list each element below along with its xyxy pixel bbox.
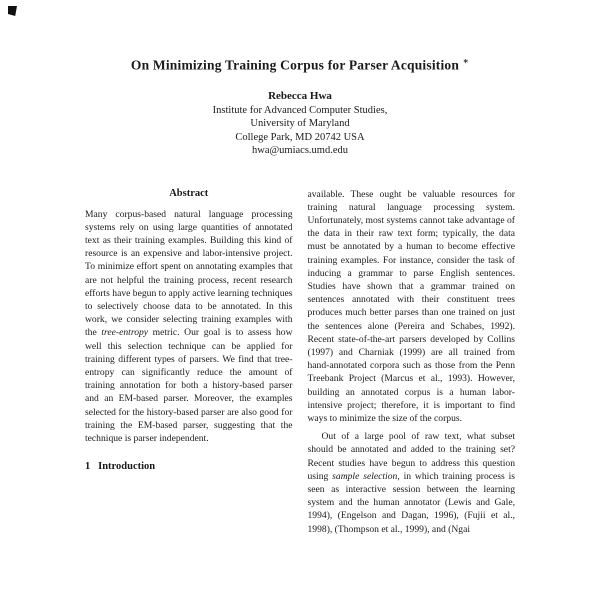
paper-title — [0, 56, 600, 74]
affiliation-line-email: hwa@umiacs.umd.edu — [252, 145, 348, 156]
paper-title-text: On Minimizing Training Corpus for Parser Acquisition — [130, 57, 460, 73]
intro-paragraph-2 — [308, 430, 516, 536]
affiliation-line-university: University of Maryland — [250, 118, 350, 129]
intro-paragraph-1: available. These ought be valuable resources for training natural language processing system. Unfortunately, most systems cannot take advantage of the data in their raw text form; typically, the data must be annotated by a human to become effective training examples. For instance, consider the task of inducing a grammar to parse English sentences. Studies have shown that a grammar trained on sentences annotated with their constituent trees produces much better parses than one trained on just the sentences alone (Pereira and Schabes, 1992). Recent state-of-the-art parsers developed by Collins (1997) and Charniak (1999) are all trained from hand-annotated corpora such as those from the Penn Treebank Project (Marcus et al., 1993). However, building an annotated corpus is a human labor-intensive project; therefore, it is important to find ways to minimize the size of the corpus. — [307, 188, 515, 424]
abstract-paragraph — [85, 208, 293, 446]
right-column — [308, 188, 516, 536]
intro-para2-before: Out of a large pool of raw text, what subset should be annotated and added to the training set? Recent studies have begun to address this question using — [307, 431, 515, 482]
abstract-heading: Abstract — [169, 187, 209, 199]
left-column — [85, 188, 293, 536]
affiliation-block — [0, 104, 600, 158]
title-block — [0, 0, 600, 158]
abstract-text-before: Many corpus-based natural language processing systems rely on using large quantities of annotated text as their training examples. Building this kind of resource is an expensive and labor-intensive project. To minimize effort spent on annotating examples that are not helpful the training process, recent research efforts have begun to apply active learning techniques to selectively choose data to be annotated. In this work, we consider selecting training examples with the — [85, 208, 293, 339]
two-column-body — [0, 188, 600, 536]
intro-para2-italic-term: sample selection — [332, 470, 398, 482]
abstract-text-after: metric. Our goal is to assess how well this selection technique can be applied for training different types of parsers. We find that tree-entropy can significantly reduce the amount of training annotation for both a history-based parser and an EM-based parser. Moreover, the examples selected for the history-based parser are also good for training the EM-based parser, suggesting that the technique is parser independent. — [85, 327, 293, 444]
abstract-italic-term: tree-entropy — [101, 327, 149, 339]
section-heading-introduction: 1 Introduction — [85, 461, 156, 473]
title-footnote-mark: ∗ — [462, 56, 470, 66]
intro-para2-after: , in which training process is seen as interactive session between the learning system and the human annotator (Lewis and Gale, 1994), (Engelson and Dagan, 1996), (Fujii et al., 1998), (Thompson et al., 1999), and (Ngai — [307, 470, 515, 535]
paper-author: Rebecca Hwa — [268, 89, 332, 102]
affiliation-line-address: College Park, MD 20742 USA — [235, 131, 365, 143]
affiliation-line-institute: Institute for Advanced Computer Studies, — [212, 104, 388, 116]
